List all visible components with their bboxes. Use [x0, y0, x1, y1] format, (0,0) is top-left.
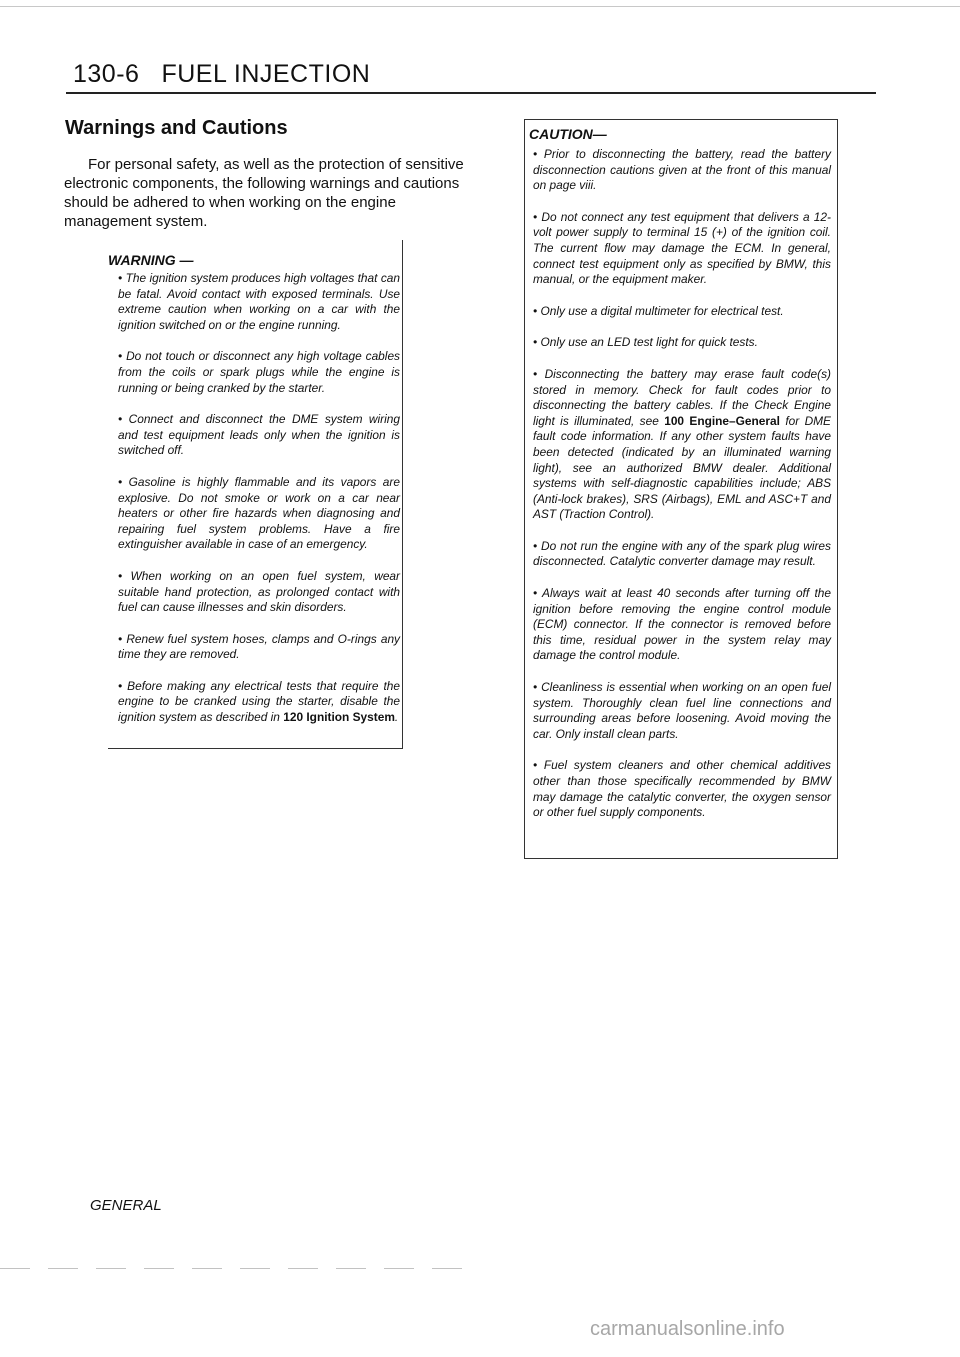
section-title: Warnings and Cautions — [65, 117, 288, 139]
cross-reference: 120 Ignition System — [283, 710, 395, 725]
caution-item: • Do not run the engine with any of the spark plug wires disconnected. Catalytic converter damage may result. — [533, 538, 831, 569]
cross-reference: 100 Engine–General — [664, 413, 780, 428]
intro-text: For personal safety, as well as the protection of sensitive electronic components, the following warnings and cautions should be adhered to when working on the engine management system. — [64, 156, 464, 230]
warning-item: • When working on an open fuel system, wear suitable hand protection, as prolonged contact with fuel can cause illnesses and skin disorders. — [118, 568, 400, 615]
chapter-title: FUEL INJECTION — [161, 60, 371, 88]
caution-item: • Cleanliness is essential when working on an open fuel system. Thoroughly clean fuel line connections and surrounding areas before loosening. Avoid moving the car. Only install clean parts. — [533, 680, 831, 741]
caution-box — [524, 119, 838, 859]
caution-item: • Do not connect any test equipment that delivers a 12-volt power supply to terminal 15 (+) of the ignition coil. The current flow may damage the ECM. In general, connect test equipment only as specified by BMW, this manual, or the equipment maker. — [533, 209, 831, 287]
warning-item: • Gasoline is highly flammable and its vapors are explosive. Do not smoke or work on a car near heaters or other fire hazards when diagnosing and repairing fuel system problems. Have a fire extinguisher available in case of an emergency. — [118, 474, 400, 552]
caution-item: • Disconnecting the battery may erase fault code(s) stored in memory. Check for fault codes prior to disconnecting the battery cables. If the Check Engine light is illuminated, see 100 Engine–General for DME fault code information. If any other system faults have been detected (indicated by an illuminated warning light), see an authorized BMW dealer. Additional systems with self-diagnostic capabilities include; ABS (Anti-lock brakes), SRS (Airbags), EML and ASC+T and AST (Traction Control). — [533, 366, 831, 522]
footer-label: GENERAL — [90, 1197, 162, 1214]
caution-title: CAUTION— — [529, 126, 607, 142]
caution-item: • Only use a digital multimeter for electrical test. — [533, 303, 784, 318]
scan-edge-line — [0, 6, 960, 7]
page-number: 130-6 — [73, 60, 140, 88]
warning-item: • Connect and disconnect the DME system wiring and test equipment leads only when the ignition is switched off. — [118, 412, 400, 458]
caution-item: • Fuel system cleaners and other chemical additives other than those specifically recommended by BMW may damage the catalytic converter, the oxygen sensor or other fuel supply components. — [533, 758, 831, 820]
warning-title: WARNING — — [108, 252, 194, 268]
warning-item: • Do not touch or disconnect any high voltage cables from the coils or spark plugs while the engine is running or being cranked by the starter. — [118, 349, 400, 395]
warning-item: • Before making any electrical tests that require the engine to be cranked using the starter, disable the ignition system as described in 120 Ignition System. — [118, 678, 400, 725]
warning-box — [108, 240, 403, 749]
watermark: carmanualsonline.info — [590, 1318, 785, 1340]
scan-artifact — [0, 1268, 470, 1269]
caution-item: • Always wait at least 40 seconds after turning off the ignition before removing the engine control module (ECM) connector. If the connector is removed before this time, residual power in the system relay may damage the control module. — [533, 586, 831, 663]
intro-paragraph — [64, 155, 472, 231]
page-header — [73, 60, 370, 89]
header-rule — [66, 92, 876, 94]
warning-item: • The ignition system produces high voltages that can be fatal. Avoid contact with exposed terminals. Use extreme caution when working on a car with the ignition switched on or the engine running. — [118, 271, 400, 332]
caution-item: • Only use an LED test light for quick tests. — [533, 335, 758, 350]
caution-item: • Prior to disconnecting the battery, read the battery disconnection cautions given at the front of this manual on page viii. — [533, 147, 831, 193]
warning-list — [118, 271, 400, 742]
caution-list — [533, 147, 831, 837]
warning-item: • Renew fuel system hoses, clamps and O-rings any time they are removed. — [118, 631, 400, 662]
